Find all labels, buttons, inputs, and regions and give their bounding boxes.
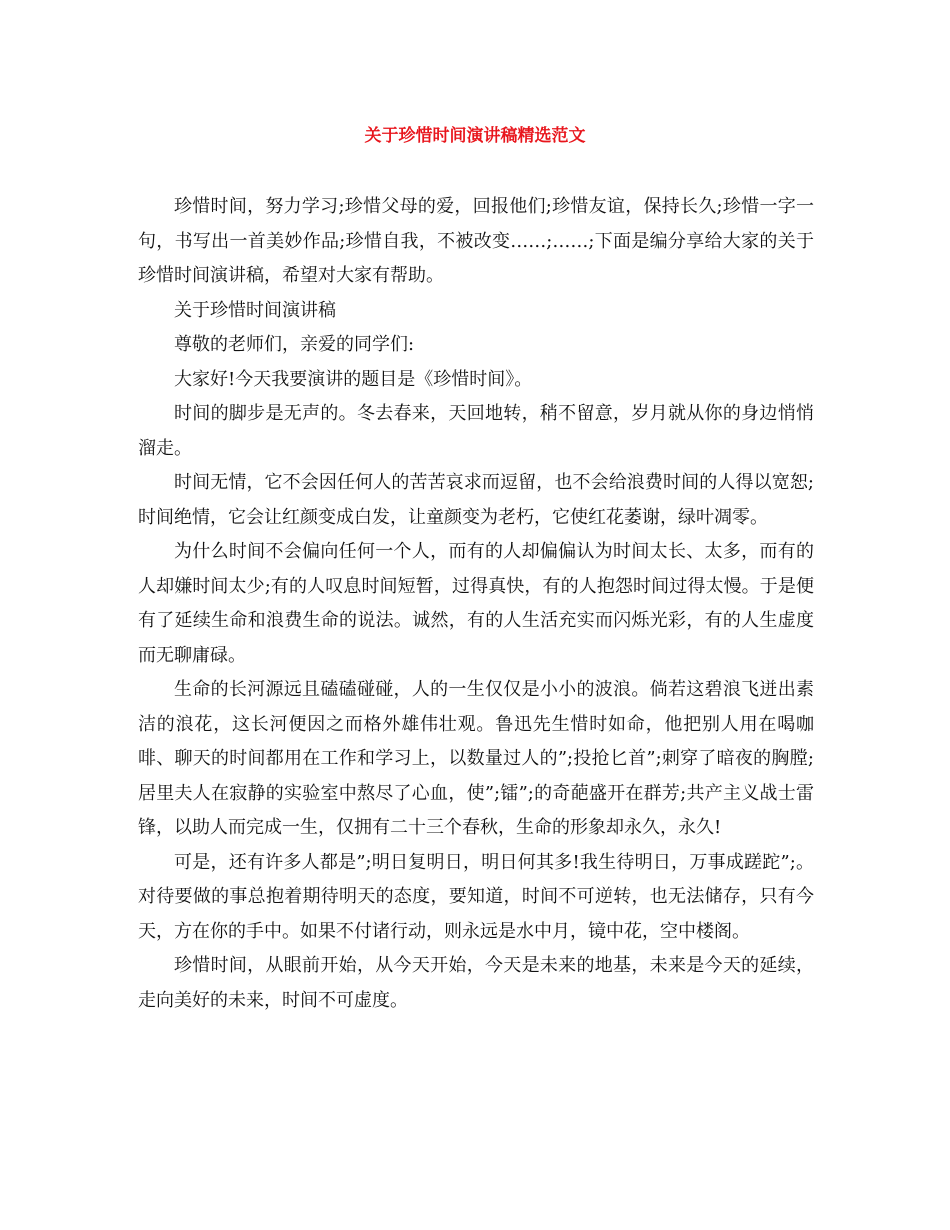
paragraph-footsteps: 时间的脚步是无声的。冬去春来，天回地转，稍不留意，岁月就从你的身边悄悄溜走。	[138, 403, 814, 459]
paragraph-why: 为什么时间不会偏向任何一个人，而有的人却偏偏认为时间太长、太多，而有的人却嫌时间太少;有的人叹息时间短暂，过得真快，有的人抱怨时间过得太慢。于是便有了延续生命和浪费生命的说法。诚然，有的人生活充实而闪烁光彩，有的人生虚度而无聊庸碌。	[138, 541, 814, 666]
paragraph-salutation: 尊敬的老师们，亲爱的同学们:	[174, 334, 415, 355]
paragraph-subtitle: 关于珍惜时间演讲稿	[174, 299, 336, 321]
paragraph-ruthless: 时间无情，它不会因任何人的苦苦哀求而逗留，也不会给浪费时间的人得以宽恕;时间绝情，它会让红颜变成白发，让童颜变为老朽，它使红花萎谢，绿叶凋零。	[138, 472, 814, 528]
paragraph-greeting: 大家好!今天我要演讲的题目是《珍惜时间》。	[174, 368, 533, 390]
document-title: 关于珍惜时间演讲稿精选范文	[364, 126, 586, 146]
paragraph-river-of-life: 生命的长河源远且磕磕碰碰，人的一生仅仅是小小的波浪。倘若这碧浪飞迸出素洁的浪花，这长河便因之而格外雄伟壮观。鲁迅先生惜时如命，他把别人用在喝咖啡、聊天的时间都用在工作和学习上，以数量过人的”;投抢匕首”;刺穿了暗夜的胸膛;居里夫人在寂静的实验室中熬尽了心血，使”;镭”;的奇葩盛开在群芳;共产主义战士雷锋，以助人而完成一生，仅拥有二十三个春秋，生命的形象却永久，永久!	[138, 679, 814, 838]
paragraph-intro: 珍惜时间，努力学习;珍惜父母的爱，回报他们;珍惜友谊，保持长久;珍惜一字一句，书写出一首美妙作品;珍惜自我，不被改变……;……;下面是编分享给大家的关于珍惜时间演讲稿，希望对大家有帮助。	[138, 196, 814, 286]
paragraph-tomorrow: 可是，还有许多人都是”;明日复明日，明日何其多!我生待明日，万事成蹉跎”;。对待要做的事总抱着期待明天的态度，要知道，时间不可逆转，也无法储存，只有今天，方在你的手中。如果不付诸行动，则永远是水中月，镜中花，空中楼阁。	[138, 851, 814, 942]
document-body	[138, 190, 814, 1018]
paragraph-conclusion: 珍惜时间，从眼前开始，从今天开始，今天是未来的地基，未来是今天的延续，走向美好的未来，时间不可虚度。	[138, 955, 814, 1011]
